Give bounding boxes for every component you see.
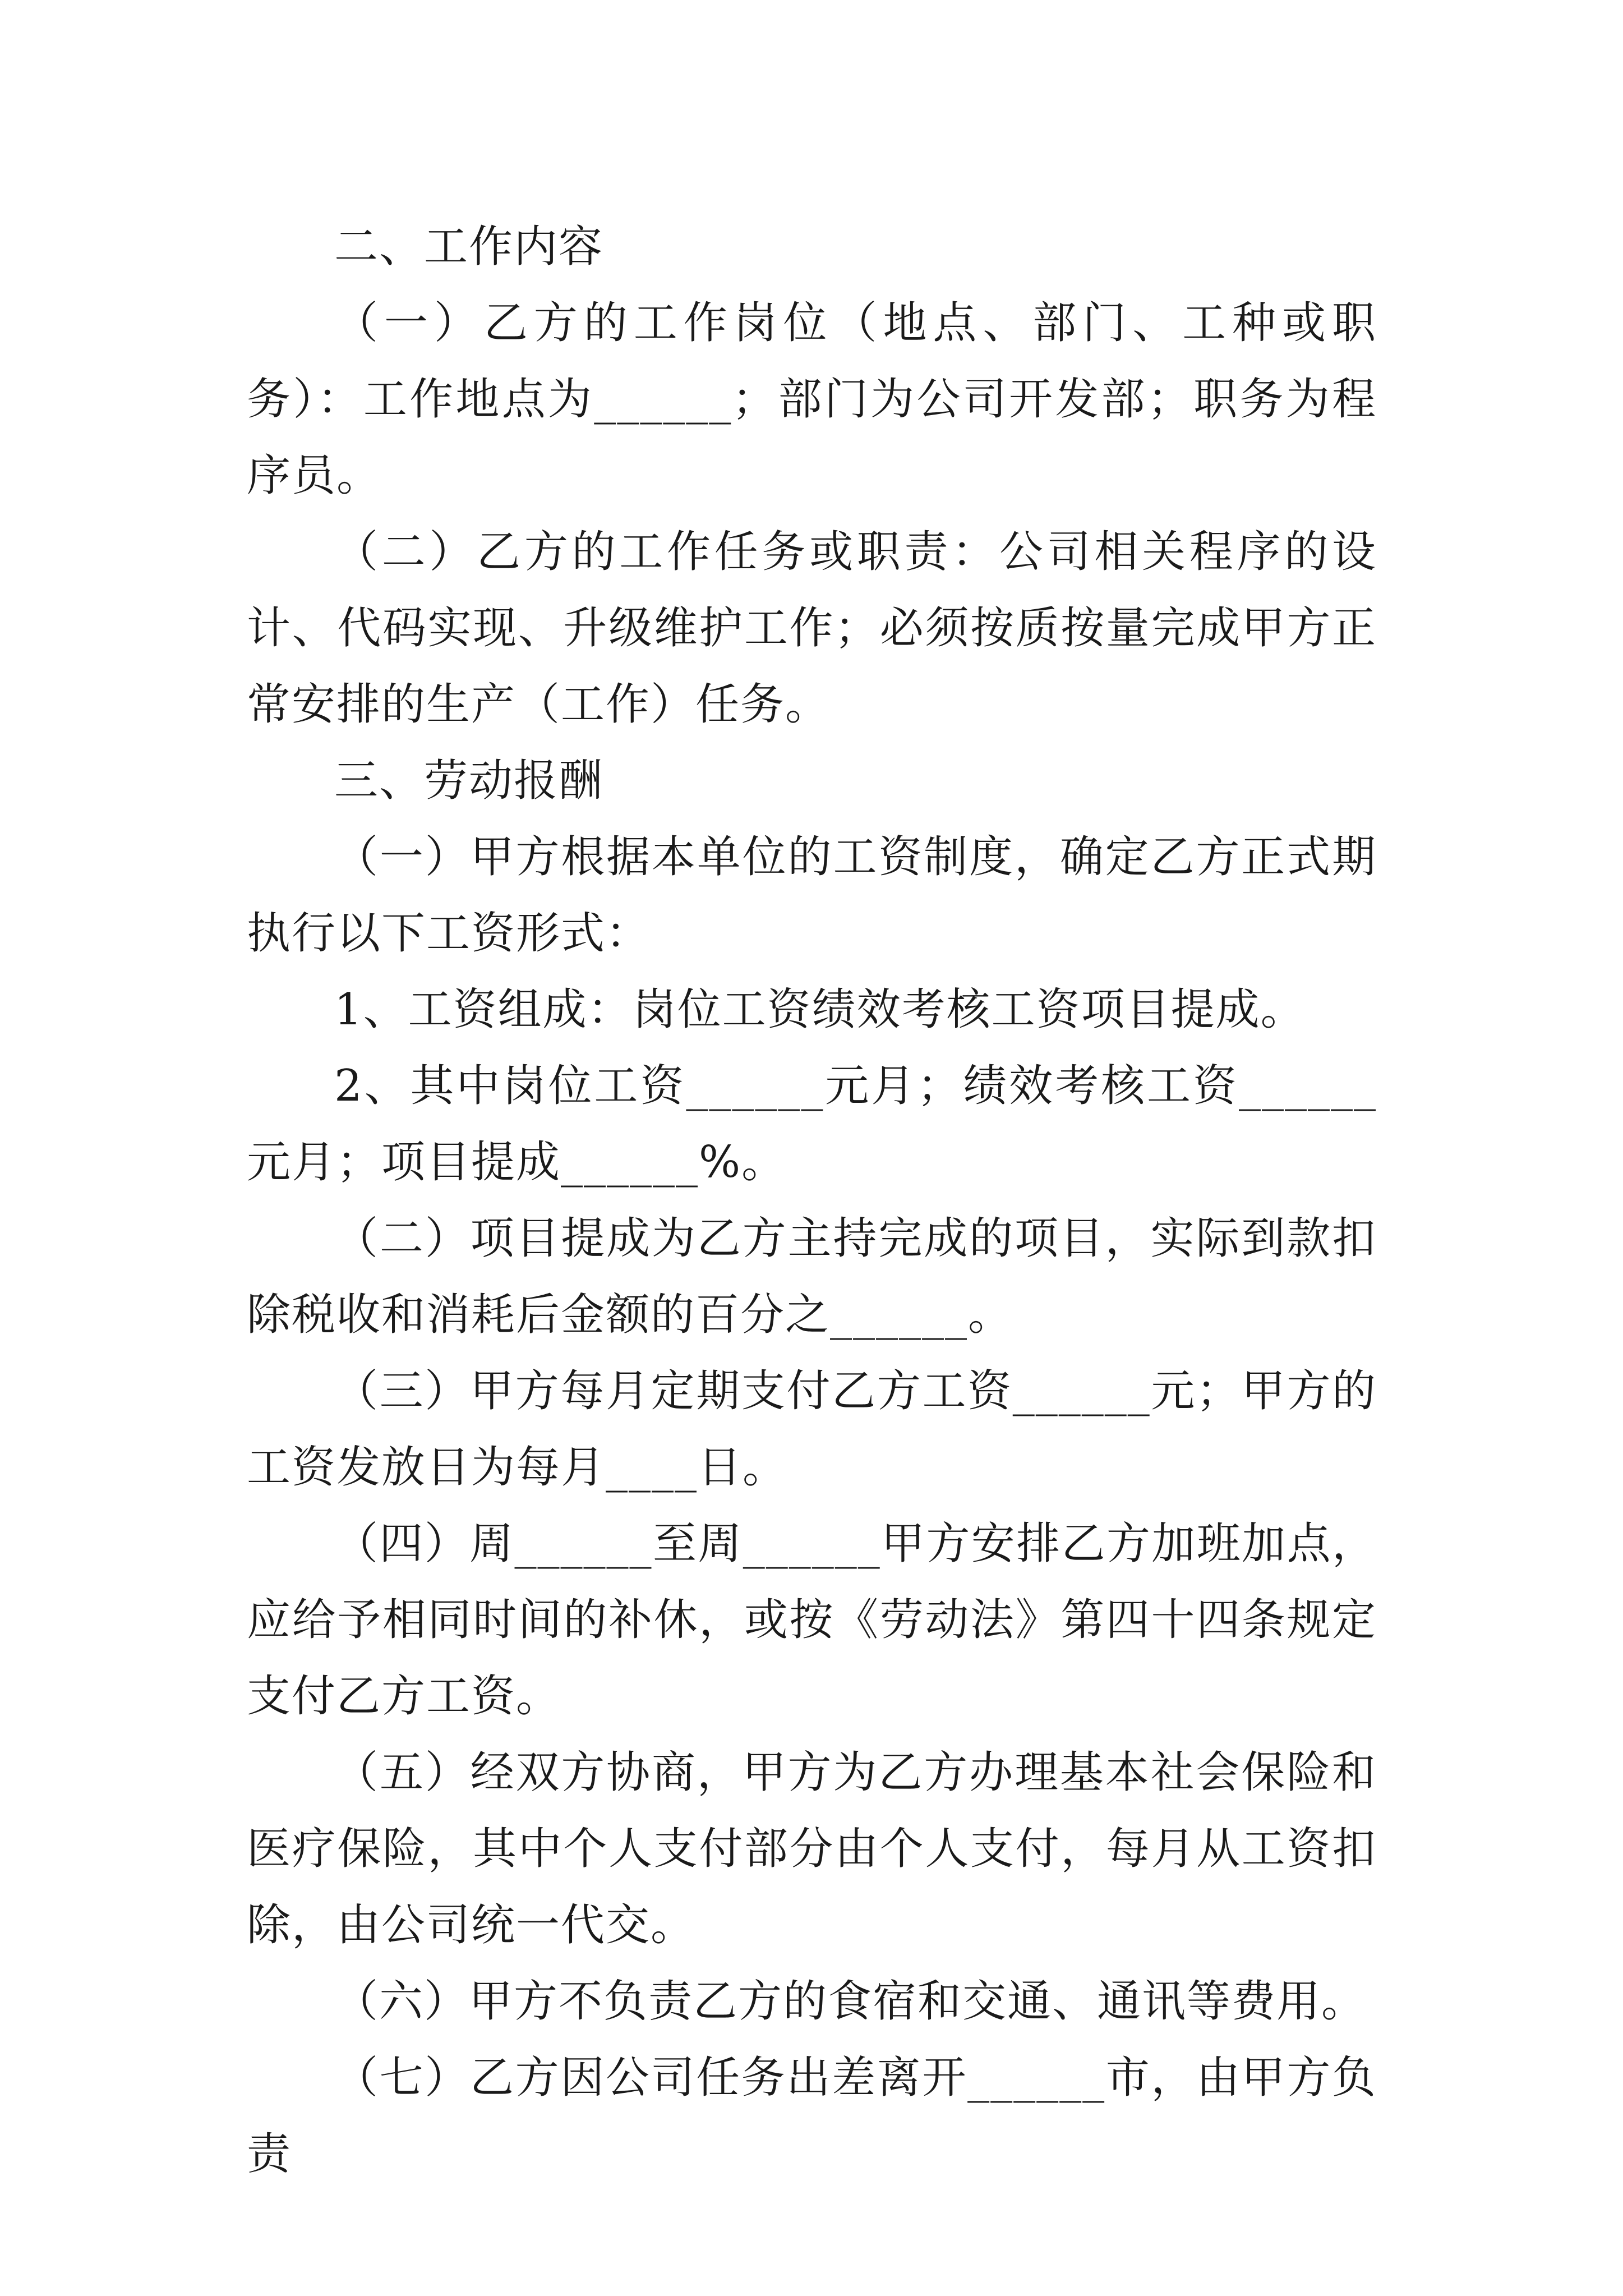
paragraph-monthly-payment: （三）甲方每月定期支付乙方工资______元；甲方的工资发放日为每月____日。 bbox=[247, 1366, 1377, 1493]
paragraph-work-duties: （二）乙方的工作任务或职责：公司相关程序的设计、代码实现、升级维护工作；必须按质按量完成甲方正常安排的生产（工作）任务。 bbox=[247, 527, 1377, 730]
paragraph-wage-system: （一）甲方根据本单位的工资制度，确定乙方正式期执行以下工资形式： bbox=[247, 832, 1377, 959]
paragraph-business-travel: （七）乙方因公司任务出差离开______市，由甲方负责 bbox=[247, 2053, 1377, 2179]
paragraph-social-insurance: （五）经双方协商，甲方为乙方办理基本社会保险和医疗保险，其中个人支付部分由个人支付，每月从工资扣除，由公司统一代交。 bbox=[247, 1747, 1377, 1950]
paragraph-work-position: （一）乙方的工作岗位（地点、部门、工种或职务）：工作地点为______；部门为公司开发部；职务为程序员。 bbox=[247, 298, 1377, 501]
paragraph-wage-amounts: 2、其中岗位工资______元月；绩效考核工资______元月；项目提成______%。 bbox=[247, 1061, 1377, 1188]
section-heading-remuneration: 三、劳动报酬 bbox=[334, 756, 604, 806]
paragraph-overtime: （四）周______至周______甲方安排乙方加班加点，应给予相同时间的补休，或按《劳动法》第四十四条规定支付乙方工资。 bbox=[247, 1519, 1377, 1722]
paragraph-project-commission: （二）项目提成为乙方主持完成的项目，实际到款扣除税收和消耗后金额的百分之______。 bbox=[247, 1213, 1377, 1340]
paragraph-expenses: （六）甲方不负责乙方的食宿和交通、通讯等费用。 bbox=[334, 1976, 1367, 2027]
section-heading-work-content: 二、工作内容 bbox=[334, 222, 604, 272]
paragraph-wage-composition: 1、工资组成：岗位工资绩效考核工资项目提成。 bbox=[334, 984, 1306, 1035]
document-body bbox=[247, 209, 1377, 2192]
